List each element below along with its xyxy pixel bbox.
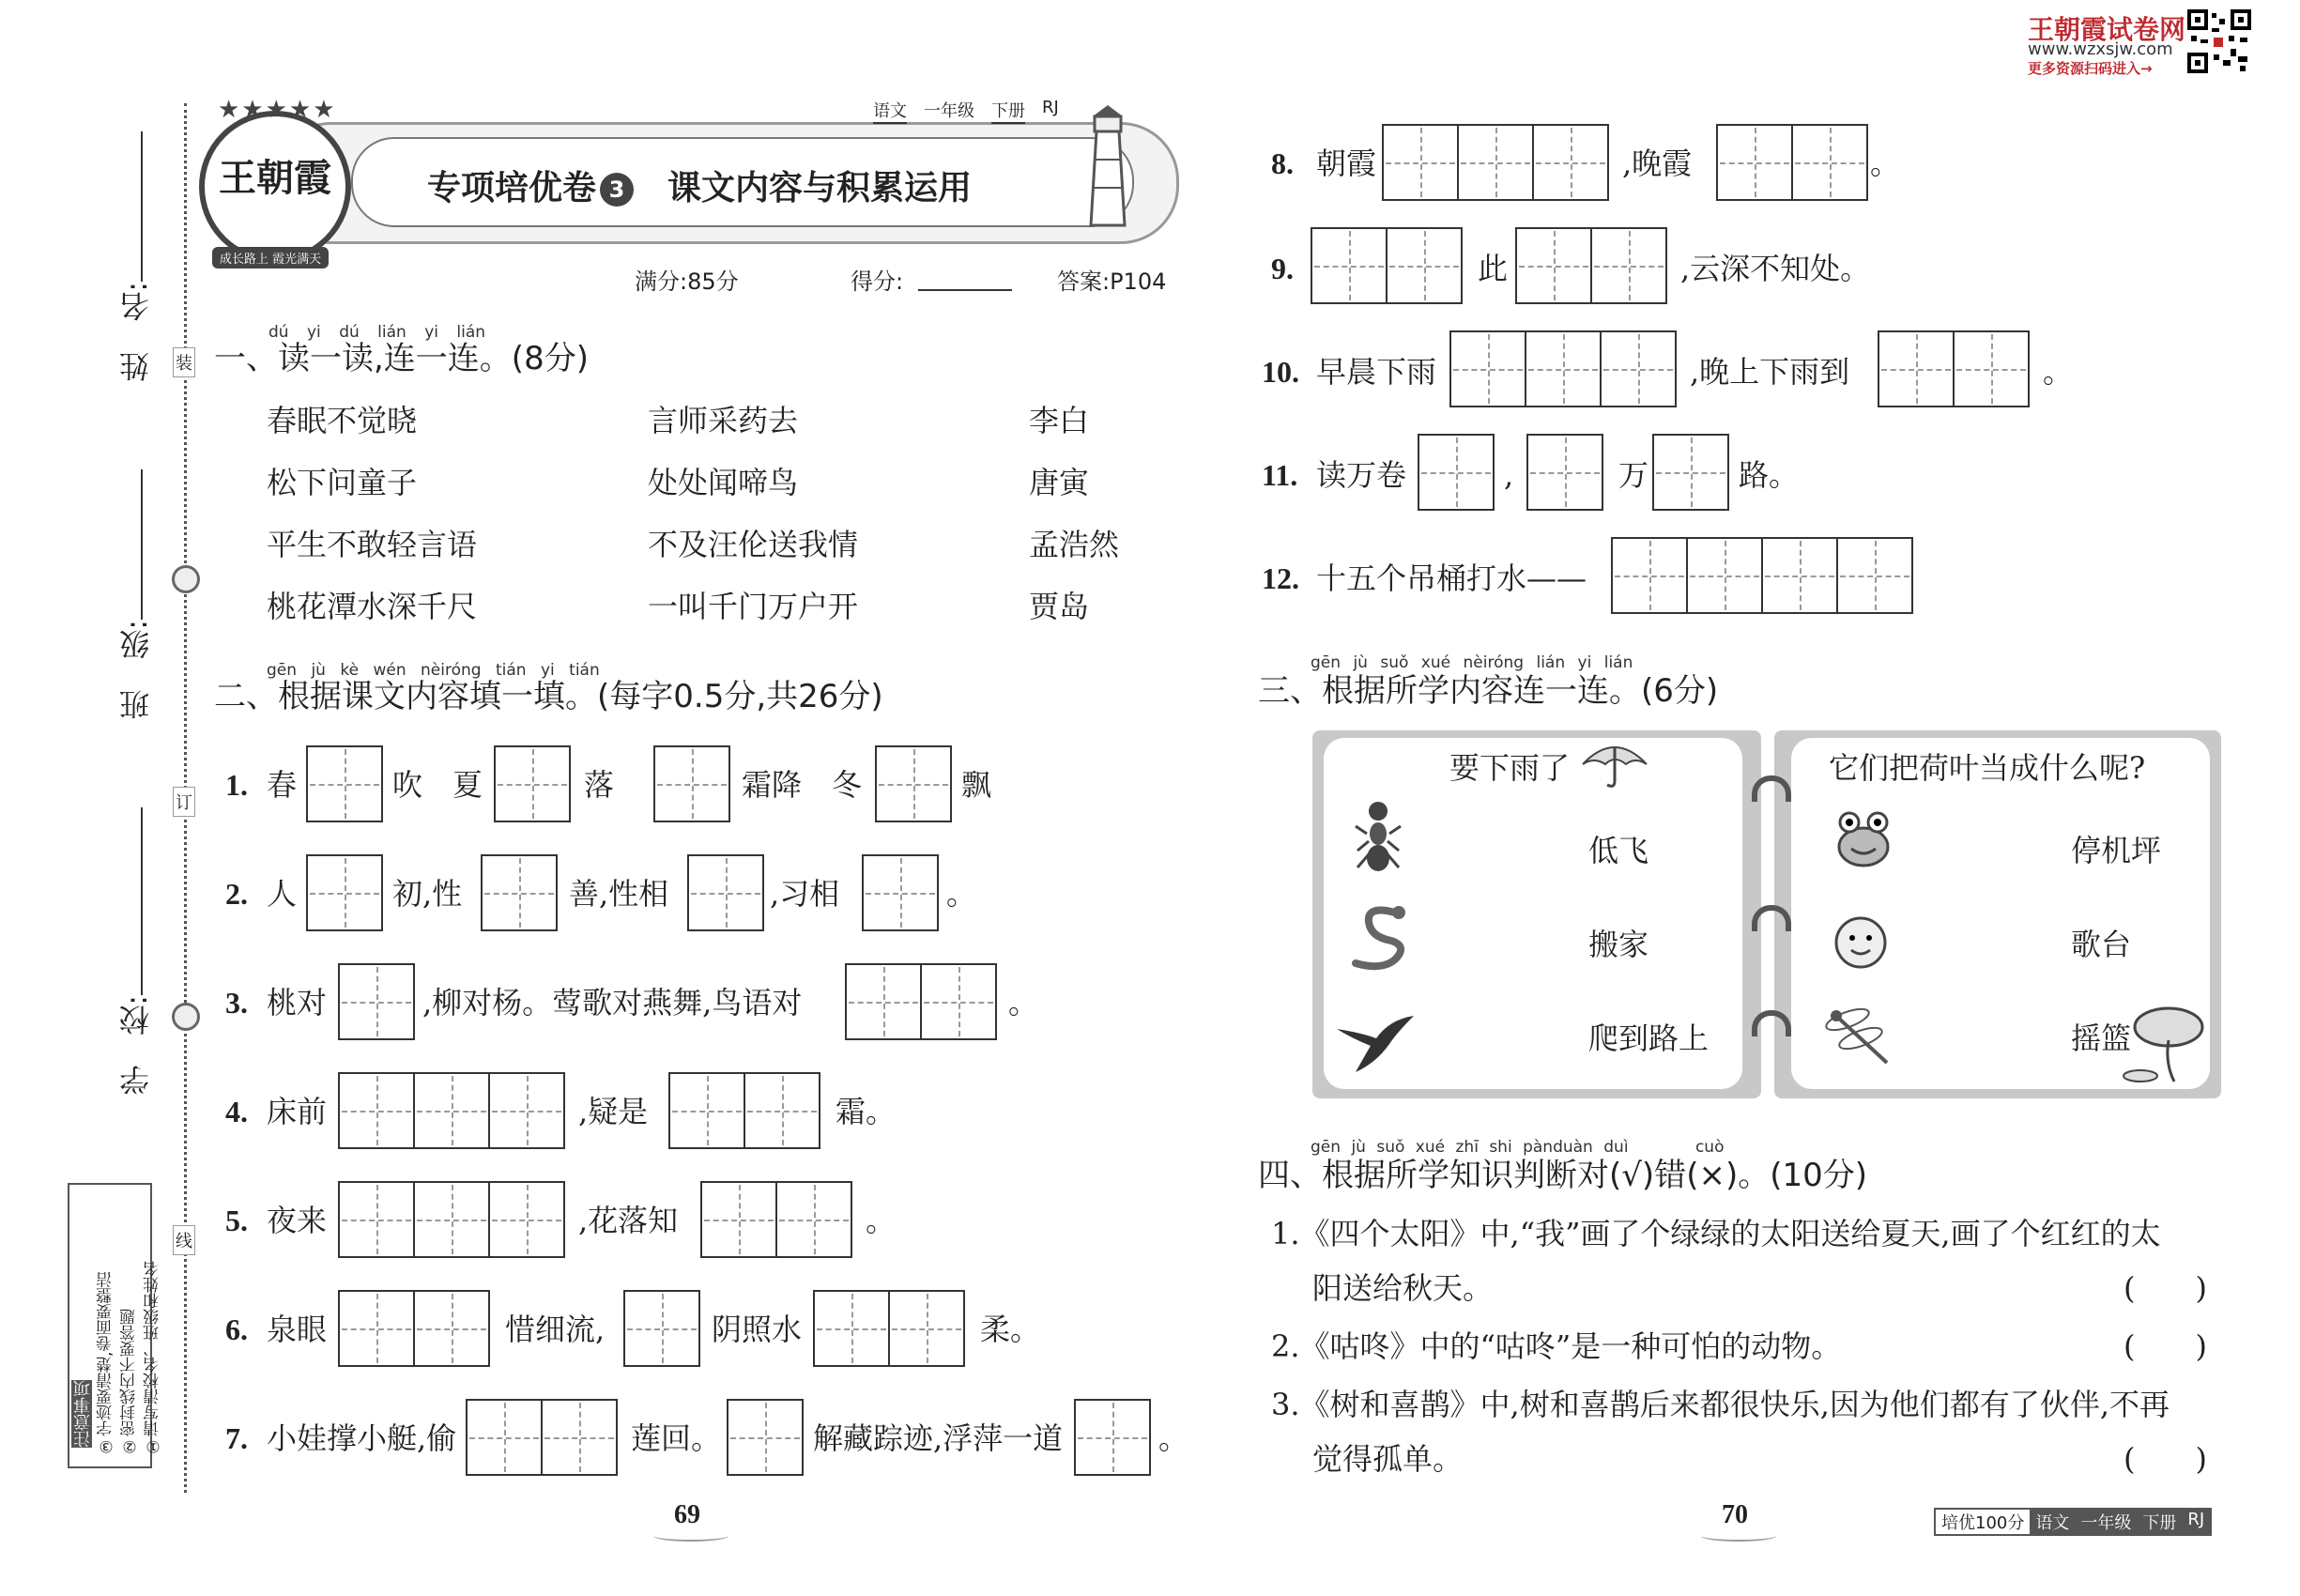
seal-char-3: 线 [173, 1225, 195, 1255]
q2-text-e: 。 [946, 876, 977, 912]
q10-text-a: 早晨下雨 [1316, 354, 1437, 390]
q-num: 11. [1262, 458, 1298, 492]
series-label: 培优100分 [1941, 1513, 2025, 1533]
title-num: 3 [600, 173, 634, 207]
tag-subject: 语文 [873, 98, 907, 124]
answer-grid[interactable] [845, 963, 997, 1040]
qr-code-icon[interactable] [2187, 9, 2251, 73]
q10-text-b: ,晚上下雨到 [1690, 354, 1850, 390]
umbrella-icon [1577, 738, 1652, 794]
py: gēn [1311, 653, 1342, 672]
py: duì [1603, 1138, 1629, 1157]
name-label: 姓 名: [118, 282, 154, 382]
page-number-right-swoosh [1701, 1530, 1776, 1542]
poet-name[interactable]: 唐寅 [1029, 465, 1090, 500]
py: dú [268, 323, 289, 342]
answer-grid[interactable] [338, 1072, 565, 1149]
page-number-left: 69 [674, 1500, 700, 1529]
series-tag: 下册 [2137, 1510, 2182, 1534]
answer-grid[interactable] [668, 1072, 820, 1149]
q11-text-a: 读万卷 [1316, 457, 1407, 493]
py: lián [377, 323, 406, 342]
py: lián [456, 323, 486, 342]
py: shi [1489, 1138, 1512, 1157]
py: jù [1351, 1138, 1366, 1157]
poem-line[interactable]: 春眠不觉晓 [267, 403, 418, 438]
title-prefix: 专项培优卷 [427, 169, 597, 207]
q5-text-a: 夜来 [267, 1203, 328, 1238]
py: jù [1353, 653, 1368, 672]
q9-text-b: ,云深不知处。 [1680, 251, 1871, 286]
answer-grid[interactable] [1418, 434, 1495, 511]
footer-series [1934, 1508, 2212, 1536]
q1-text-d: 霜降 冬 [742, 767, 863, 803]
poet-name[interactable]: 孟浩然 [1029, 527, 1120, 562]
q3-text-b: ,柳对杨。莺歌对燕舞,鸟语对 [422, 985, 803, 1021]
s3-right-item[interactable]: 停机坪 [2071, 833, 2162, 868]
q4-text-c: 霜。 [836, 1094, 897, 1129]
answer-grid[interactable] [1311, 227, 1463, 304]
answer-grid[interactable] [727, 1399, 804, 1476]
answer-ref: 答案:P104 [1057, 269, 1167, 295]
s3-right-title: 它们把荷叶当成什么呢? [1829, 750, 2146, 786]
school-label: 学 校: [118, 995, 154, 1096]
q3-text-c: 。 [1008, 985, 1039, 1021]
q2-text-b: 初,性 [392, 876, 463, 912]
py: pàn [1523, 1138, 1554, 1157]
logo-sub1: 成长路上 [219, 253, 268, 267]
poem-line[interactable]: 松下问童子 [267, 465, 418, 500]
py: yi [306, 323, 321, 342]
class-line[interactable] [141, 469, 143, 620]
q2-text-c: 善,性相 [569, 876, 669, 912]
q-num: 3. [225, 986, 248, 1020]
s3-right-item[interactable]: 歌台 [2071, 927, 2132, 962]
swallow-icon [1333, 1010, 1418, 1080]
answer-grid[interactable] [1449, 330, 1677, 407]
q9-text-a: 此 [1478, 251, 1509, 286]
full-score: 满分:85分 [635, 269, 739, 295]
q6-text-c: 阴照水 [712, 1312, 803, 1347]
answer-grid[interactable] [1526, 434, 1603, 511]
q1-text-b: 吹 夏 [392, 767, 483, 803]
q11-text-c: 万 [1618, 457, 1649, 493]
q8-text-c: 。 [1870, 146, 1901, 181]
site-tip: 更多资源扫码进入→ [2028, 60, 2153, 77]
s3-left-title: 要下雨了 [1449, 750, 1571, 786]
q7-text-b: 莲回。 [631, 1420, 722, 1456]
answer-grid[interactable] [306, 854, 383, 931]
page-title [427, 161, 972, 209]
tag-edition: RJ [1042, 98, 1059, 117]
answer-grid[interactable] [862, 854, 939, 931]
snake-icon [1348, 901, 1414, 980]
answer-grid[interactable] [338, 963, 415, 1040]
q2-text-d: ,习相 [770, 876, 840, 912]
q10-text-c: 。 [2043, 354, 2074, 390]
py: lián [1603, 653, 1633, 672]
py: nèi [421, 661, 445, 680]
answer-grid[interactable] [338, 1181, 565, 1258]
q1-text-e: 飘 [961, 767, 992, 803]
q3-text-a: 桃对 [267, 985, 328, 1021]
header-tags [873, 98, 1059, 124]
py: yi [424, 323, 439, 342]
s4-q2: 2.《咕咚》中的“咕咚”是一种可怕的动物。 [1271, 1328, 1842, 1364]
py: kè [340, 661, 360, 680]
sun-icon [1831, 913, 1891, 976]
poem-line[interactable]: 桃花潭水深千尺 [267, 589, 478, 624]
title-main: 课文内容与积累运用 [667, 169, 973, 207]
tag-grade: 一年级 [924, 101, 974, 121]
s2-title: 二、根据课文内容填一填。(每字0.5分,共26分) [214, 678, 883, 715]
logo-sub [212, 247, 329, 269]
s1-pinyin [268, 323, 485, 342]
notice-line-3: ③字迹要清楚,卷面要整洁 [97, 1271, 115, 1455]
q-num: 12. [1262, 561, 1299, 595]
answer-paren[interactable]: ( ) [2124, 1328, 2207, 1364]
q8-text-b: ,晚霞 [1622, 146, 1693, 181]
page-number-left-swoosh [653, 1530, 728, 1542]
answer-grid[interactable] [1382, 124, 1609, 201]
py: dú [339, 323, 360, 342]
py: xué [1420, 653, 1451, 672]
q1-text-a: 春 [267, 767, 298, 803]
py: yi [540, 661, 555, 680]
py: yi [1577, 653, 1592, 672]
py: róng [1487, 653, 1525, 672]
answer-grid[interactable] [1515, 227, 1667, 304]
logo [199, 96, 351, 267]
q6-text-d: 柔。 [980, 1312, 1041, 1347]
s4-q1-line1: 1.《四个太阳》中,“我”画了个绿绿的太阳送给夏天,画了个红红的太 [1271, 1216, 2161, 1251]
class-label: 班 级: [118, 620, 154, 720]
notice-line-1: ①请写清校名、班级和姓名 [144, 1261, 162, 1455]
s4-q1-line2: 阳送给秋天。 [1312, 1270, 1494, 1306]
q-num: 2. [225, 877, 248, 911]
logo-stars: ★★★★★ [218, 96, 337, 124]
s1-title: 一、读一读,连一连。(8分) [214, 340, 589, 377]
gear-icon [172, 1003, 200, 1031]
answer-grid[interactable] [306, 745, 383, 822]
q4-text-a: 床前 [267, 1094, 328, 1129]
s3-left-item[interactable]: 搬家 [1588, 927, 1649, 962]
gear-icon [172, 565, 200, 593]
answer-grid[interactable] [700, 1181, 852, 1258]
q1-text-c: 落 [584, 767, 615, 803]
answer-grid[interactable] [494, 745, 571, 822]
q6-text-b: 惜细流, [505, 1312, 606, 1347]
s2-pinyin [267, 661, 600, 680]
seal-char-1: 装 [173, 347, 195, 377]
poem-line[interactable]: 不及汪伦送我情 [648, 527, 859, 562]
answer-paren[interactable]: ( ) [2124, 1270, 2207, 1306]
py: nèi [1463, 653, 1488, 672]
s3-right-item[interactable]: 摇篮 [2071, 1021, 2132, 1056]
site-name: 王朝霞试卷网 [2028, 14, 2186, 45]
q8-text-a: 朝霞 [1316, 146, 1377, 181]
py: lián [1536, 653, 1566, 672]
s4-title: 四、根据所学知识判断对(√)错(×)。(10分) [1258, 1157, 1868, 1194]
answer-grid[interactable] [466, 1399, 618, 1476]
s3-pinyin [1311, 653, 1633, 672]
q11-text-d: 路。 [1739, 457, 1800, 493]
series-tag: 一年级 [2075, 1510, 2137, 1534]
lighthouse-icon [1080, 103, 1136, 238]
s3-title: 三、根据所学内容连一连。(6分) [1258, 672, 1719, 710]
answer-grid[interactable] [653, 745, 730, 822]
q-num: 4. [225, 1095, 248, 1128]
series-tag: 语文 [2030, 1510, 2075, 1534]
py: gēn [1311, 1138, 1342, 1157]
tag-term: 下册 [991, 98, 1025, 124]
q-num: 8. [1271, 146, 1294, 180]
q5-text-c: 。 [866, 1203, 897, 1238]
answer-paren[interactable]: ( ) [2124, 1441, 2207, 1477]
q11-text-b: , [1504, 457, 1514, 493]
py: wén [373, 661, 406, 680]
notice-lines [94, 1192, 164, 1455]
notice-line-2: ②密封线内不要答题 [120, 1309, 139, 1455]
dragonfly-icon [1819, 1006, 1904, 1076]
py: suǒ [1380, 653, 1409, 672]
school-line[interactable] [141, 807, 143, 995]
s3-left-item[interactable]: 爬到路上 [1588, 1021, 1710, 1056]
poem-line[interactable]: 言师采药去 [648, 403, 799, 438]
py: duàn [1553, 1138, 1593, 1157]
q7-text-c: 解藏踪迹,浮萍一道 [813, 1420, 1064, 1456]
lotus-leaf-icon [2122, 1003, 2206, 1091]
s4-pinyin [1311, 1138, 1724, 1157]
q4-text-b: ,疑是 [578, 1094, 649, 1129]
q-num: 9. [1271, 252, 1294, 285]
answer-grid[interactable] [687, 854, 764, 931]
page-number-right: 70 [1722, 1500, 1748, 1529]
seal-char-2: 订 [173, 787, 195, 817]
py: suǒ [1376, 1138, 1405, 1157]
score-field[interactable] [918, 289, 1012, 291]
s4-q3-line1: 3.《树和喜鹊》中,树和喜鹊后来都很快乐,因为他们都有了伙伴,不再 [1271, 1387, 2170, 1422]
answer-grid[interactable] [1611, 537, 1913, 614]
s4-q3-line2: 觉得孤单。 [1312, 1441, 1464, 1477]
q7-text-a: 小娃撑小艇,偷 [267, 1420, 457, 1456]
answer-grid[interactable] [481, 854, 558, 931]
py: cuò [1694, 1138, 1725, 1157]
logo-text: 王朝霞 [219, 157, 331, 200]
s3-left-item[interactable]: 低飞 [1588, 833, 1649, 868]
answer-grid[interactable] [1652, 434, 1729, 511]
q2-text-a: 人 [267, 876, 298, 912]
logo-sub2: 霞光满天 [272, 253, 322, 267]
score-label: 得分: [851, 269, 904, 295]
poem-line[interactable]: 处处闻啼鸟 [648, 465, 799, 500]
q-num: 7. [225, 1421, 248, 1455]
q5-text-b: ,花落知 [578, 1203, 679, 1238]
answer-grid[interactable] [1074, 1399, 1151, 1476]
q-num: 1. [225, 768, 248, 802]
py: róng [444, 661, 482, 680]
py: xué [1415, 1138, 1446, 1157]
q-num: 5. [225, 1204, 248, 1237]
poem-line[interactable]: 平生不敢轻言语 [267, 527, 478, 562]
poet-name[interactable]: 李白 [1029, 403, 1090, 438]
py: zhī [1455, 1138, 1479, 1157]
py: gēn [267, 661, 298, 680]
site-url: www.wzxsjw.com [2028, 39, 2173, 59]
q-num: 6. [225, 1312, 248, 1346]
answer-grid[interactable] [338, 1290, 490, 1367]
poet-name[interactable]: 贾岛 [1029, 589, 1090, 624]
q12-text-a: 十五个吊桶打水—— [1316, 560, 1587, 596]
py: tián [569, 661, 600, 680]
q-num: 10. [1262, 355, 1299, 389]
answer-grid[interactable] [623, 1290, 700, 1367]
answer-grid[interactable] [813, 1290, 965, 1367]
py: tián [495, 661, 527, 680]
answer-grid[interactable] [1878, 330, 2030, 407]
series-tag: RJ [2182, 1510, 2210, 1534]
ant-icon [1352, 798, 1404, 877]
name-line[interactable] [141, 131, 143, 282]
q7-text-d: 。 [1158, 1420, 1189, 1456]
answer-grid[interactable] [1791, 124, 1868, 201]
frog-icon [1831, 807, 1896, 877]
py: jù [311, 661, 326, 680]
notice-title: 注意事项 [73, 1380, 93, 1448]
q6-text-a: 泉眼 [267, 1312, 328, 1347]
poem-line[interactable]: 一叫千门万户开 [648, 589, 859, 624]
answer-grid[interactable] [875, 745, 952, 822]
